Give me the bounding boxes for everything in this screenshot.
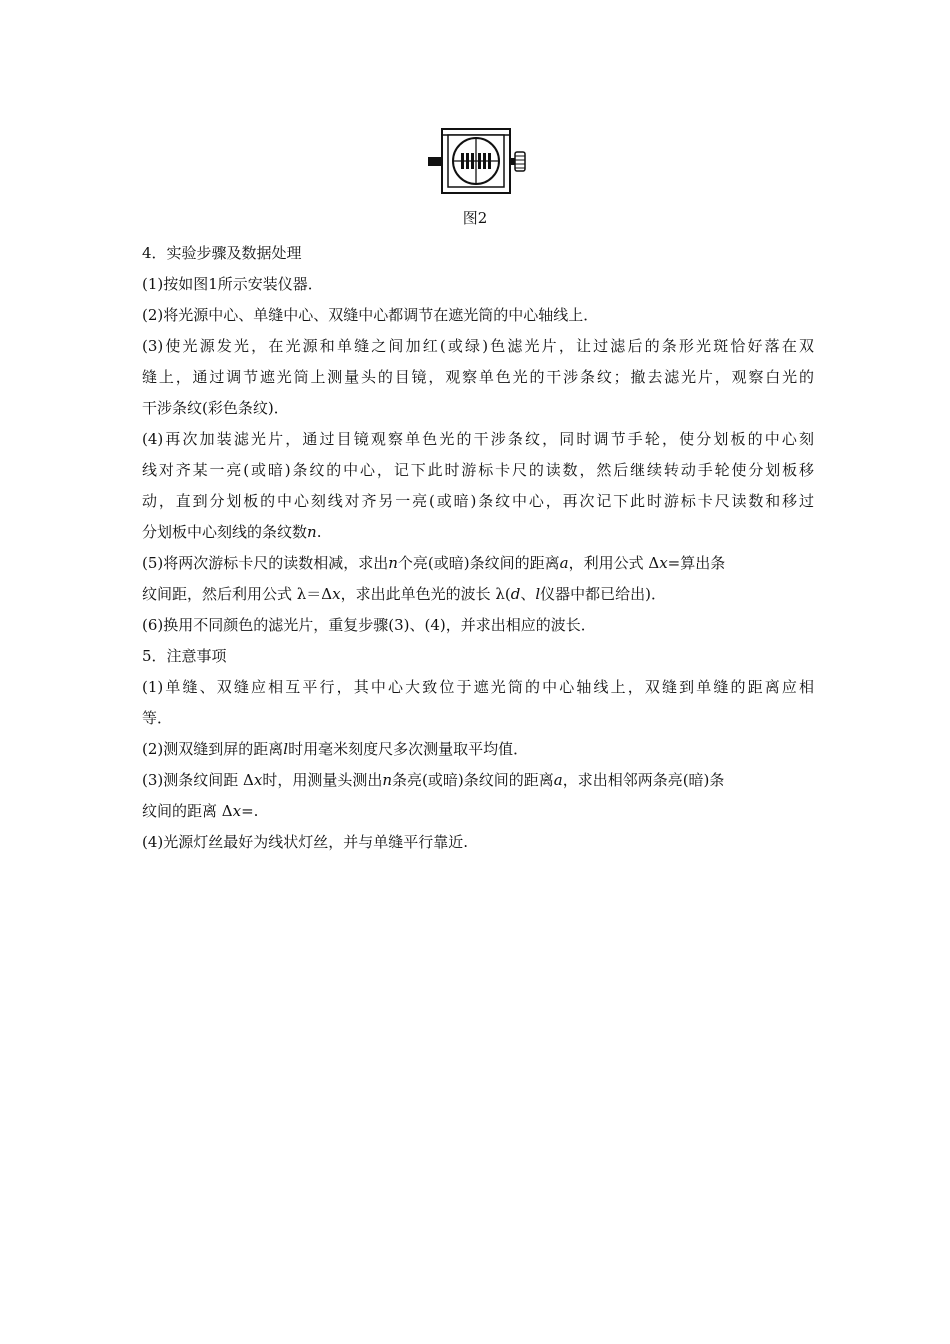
text-run: 时，用测量头测出 [262, 771, 383, 789]
variable-l: l [283, 740, 289, 758]
note-1-line-1: (1)单缝、双缝应相互平行，其中心大致位于遮光筒的中心轴线上，双缝到单缝的距离应相 [142, 678, 814, 696]
step-4-line-3: 动，直到分划板的中心刻线对齐另一亮(或暗)条纹中心，再次记下此时游标卡尺读数和移过 [142, 492, 814, 510]
note-3-line-2 [142, 796, 814, 827]
step-3-line-3: 干涉条纹(彩色条纹)． [142, 399, 289, 417]
text-run: (3)测条纹间距 Δ [142, 771, 254, 789]
text-run: 条亮(或暗)条纹间的距离 [392, 771, 554, 789]
text-run: ，利用公式 Δ [568, 554, 660, 572]
variable-x: x [332, 585, 341, 603]
text-run: ，求出此单色光的波长 λ( [340, 585, 511, 603]
text-run: 纹间的距离 Δ [142, 802, 233, 820]
text-run: (5)将两次游标卡尺的读数相减，求出 [142, 554, 389, 572]
note-3-line-1 [142, 765, 814, 796]
text-run: 时用毫米刻度尺多次测量取平均值． [288, 740, 529, 758]
note-1-line-2: 等． [142, 709, 173, 727]
text-run: . [316, 523, 322, 541]
text-run: ，求出相邻两条亮(暗)条 [562, 771, 725, 789]
step-6: (6)换用不同颜色的滤光片，重复步骤(3)、(4)，并求出相应的波长． [142, 616, 596, 634]
note-2 [142, 734, 814, 765]
text-run: =. [241, 802, 259, 820]
step-3-line-2: 缝上，通过调节遮光筒上测量头的目镜，观察单色光的干涉条纹；撤去滤光片，观察白光的 [142, 368, 814, 386]
step-5-line-1 [142, 548, 814, 579]
step-5-line-2 [142, 579, 814, 610]
note-4: (4)光源灯丝最好为线状灯丝，并与单缝平行靠近. [142, 833, 469, 851]
text-run: 个亮(或暗)条纹间的距离 [397, 554, 560, 572]
text-run: 分划板中心刻线的条纹数 [142, 523, 308, 541]
figure-caption: 图2 [462, 209, 488, 227]
step-4-line-1: (4)再次加装滤光片，通过目镜观察单色光的干涉条纹，同时调节手轮，使分划板的中心刻 [142, 430, 814, 448]
document-body [142, 238, 814, 858]
step-4-line-2: 线对齐某一亮(或暗)条纹的中心，记下此时游标卡尺的读数，然后继续转动手轮使分划板移 [142, 461, 814, 479]
text-run: 纹间距，然后利用公式 λ＝Δ [142, 585, 333, 603]
step-2: (2)将光源中心、单缝中心、双缝中心都调节在遮光筒的中心轴线上． [142, 306, 599, 324]
variable-n: n [388, 554, 398, 572]
variable-a: a [553, 771, 563, 789]
variable-x: x [232, 802, 242, 820]
text-run: 仪器中都已给出)． [540, 585, 667, 603]
step-4-line-4 [142, 517, 814, 548]
variable-x: x [659, 554, 668, 572]
variable-a: a [559, 554, 569, 572]
variable-n: n [382, 771, 393, 789]
section-4-heading: 4．实验步骤及数据处理 [142, 244, 302, 262]
step-1: (1)按如图1所示安装仪器． [142, 275, 323, 293]
measuring-head-icon [428, 126, 532, 196]
variable-x: x [253, 771, 263, 789]
variable-d: d [510, 585, 521, 603]
text-run: 、 [520, 585, 536, 603]
text-run: (2)测双缝到屏的距离 [142, 740, 284, 758]
variable-n: n [307, 523, 317, 541]
variable-l: l [535, 585, 541, 603]
section-5-heading: 5．注意事项 [142, 647, 227, 665]
step-3-line-1: (3)使光源发光，在光源和单缝之间加红(或绿)色滤光片，让过滤后的条形光斑恰好落在双 [142, 337, 814, 355]
text-run: =算出条 [667, 554, 726, 572]
